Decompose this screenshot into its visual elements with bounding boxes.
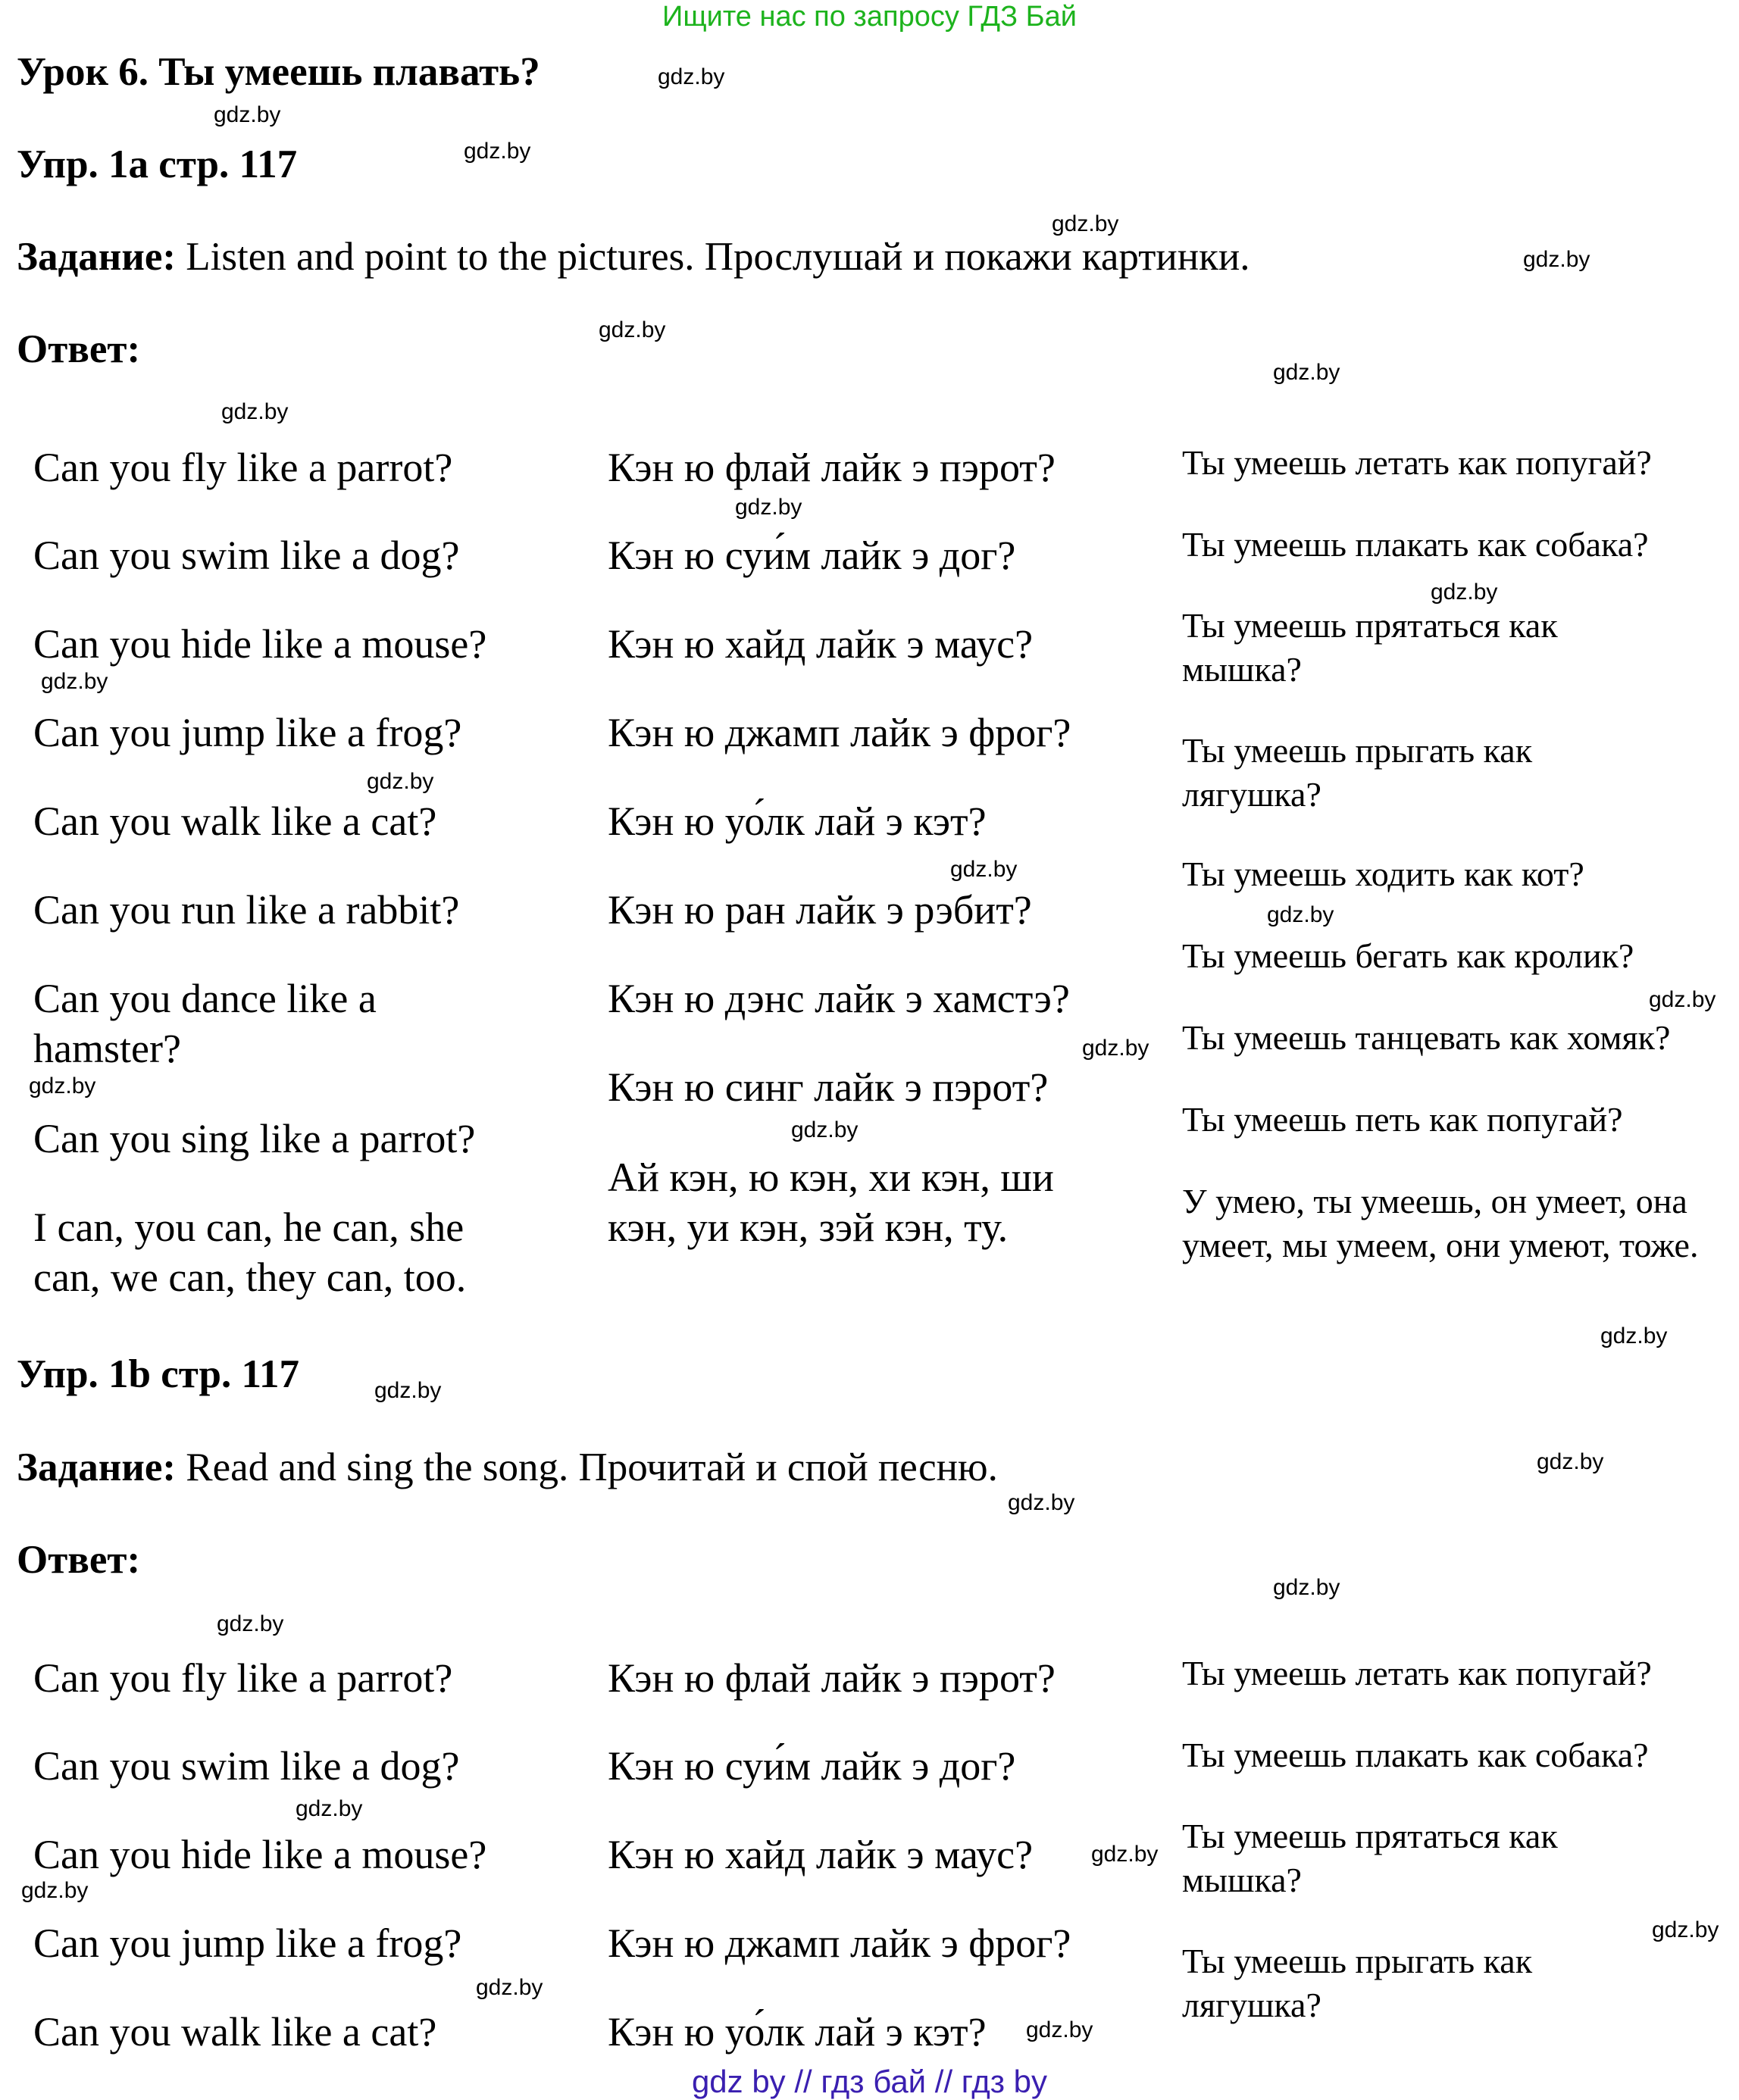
ex2-en-row-4: Can you jump like a frog? — [33, 1920, 462, 1966]
ex1-tr-row-8: Кэн ю синг лайк э пэрот? — [608, 1064, 1049, 1110]
watermark: gdz.by — [214, 102, 281, 127]
ex2-tr-row-3: Кэн ю хайд лайк э маус? — [608, 1832, 1034, 1877]
watermark: gdz.by — [41, 669, 108, 694]
task-text: Read and sing the song. Прочитай и спой песню. — [176, 1445, 998, 1489]
ex1-tr-row-1: Кэн ю флай лайк э пэрот? — [608, 445, 1056, 490]
ex2-en-row-2: Can you swim like a dog? — [33, 1743, 460, 1789]
ex1-ru-row-6: Ты умеешь бегать как кролик? — [1182, 936, 1634, 975]
watermark: gdz.by — [735, 495, 802, 520]
watermark: gdz.by — [296, 1796, 363, 1821]
ex1-tr-row-9: Ай кэн, ю кэн, хи кэн, ши кэн, уи кэн, зэй кэн, ту. — [608, 1155, 1054, 1250]
exercise-1b-answer-label: Ответ: — [17, 1538, 141, 1582]
ex1-ru-row-1: Ты умеешь летать как попугай? — [1182, 443, 1652, 482]
ex1-en-row-1: Can you fly like a parrot? — [33, 445, 453, 490]
ex2-ru-row-4: Ты умеешь прыгать как лягушка? — [1182, 1942, 1533, 2024]
ex1-tr-row-4: Кэн ю джамп лайк э фрог? — [608, 710, 1071, 755]
watermark: gdz.by — [217, 1611, 284, 1636]
exercise-1b-title: Упр. 1b стр. 117 — [17, 1352, 300, 1396]
footer-links: gdz by // гдз бай // гдз by — [691, 2064, 1048, 2099]
ex2-tr-row-5: Кэн ю уо́лк лай э кэт? — [608, 2009, 987, 2055]
watermark: gdz.by — [367, 769, 434, 794]
watermark: gdz.by — [791, 1117, 859, 1142]
ex2-en-row-1: Can you fly like a parrot? — [33, 1655, 453, 1701]
lesson-title: Урок 6. Ты умеешь плавать? — [17, 50, 540, 94]
watermark: gdz.by — [1600, 1323, 1668, 1348]
ex1-ru-row-2: Ты умеешь плакать как собака? — [1182, 525, 1649, 564]
ex2-ru-row-2: Ты умеешь плакать как собака? — [1182, 1736, 1649, 1774]
watermark: gdz.by — [950, 857, 1018, 882]
ex2-tr-row-1: Кэн ю флай лайк э пэрот? — [608, 1655, 1056, 1701]
ex1-en-row-3: Can you hide like a mouse? — [33, 621, 487, 667]
watermark: gdz.by — [476, 1975, 543, 2000]
watermark: gdz.by — [1652, 1917, 1719, 1942]
ex1-tr-row-6: Кэн ю ран лайк э рэбит? — [608, 887, 1032, 933]
ex1-en-row-9: I can, you can, he can, she can, we can, they can, too. — [33, 1205, 467, 1300]
ex1-ru-row-4: Ты умеешь прыгать как лягушка? — [1182, 731, 1533, 814]
ex1-ru-row-3: Ты умеешь прятаться как мышка? — [1182, 606, 1558, 689]
watermark: gdz.by — [658, 64, 725, 89]
exercise-1a-answer-label: Ответ: — [17, 327, 141, 371]
ex1-en-row-6: Can you run like a rabbit? — [33, 887, 460, 933]
ex2-tr-row-2: Кэн ю суи́м лайк э дог? — [608, 1743, 1016, 1789]
ex1-ru-row-7: Ты умеешь танцевать как хомяк? — [1182, 1018, 1671, 1057]
ex1-tr-row-3: Кэн ю хайд лайк э маус? — [608, 621, 1034, 667]
ex1-tr-row-5: Кэн ю уо́лк лай э кэт? — [608, 798, 987, 844]
watermark: gdz.by — [464, 139, 531, 164]
ex2-en-row-5: Can you walk like a cat? — [33, 2009, 437, 2055]
ex1-en-row-2: Can you swim like a dog? — [33, 533, 460, 578]
watermark: gdz.by — [1267, 902, 1334, 927]
ex1-ru-row-9: У умею, ты умеешь, он умеет, она умеет, мы умеем, они умеют, тоже. — [1182, 1182, 1699, 1264]
watermark: gdz.by — [1008, 1490, 1075, 1515]
ex1-en-row-5: Can you walk like a cat? — [33, 798, 437, 844]
ex1-en-row-8: Can you sing like a parrot? — [33, 1116, 476, 1161]
ex2-tr-row-4: Кэн ю джамп лайк э фрог? — [608, 1920, 1071, 1966]
ex1-ru-row-5: Ты умеешь ходить как кот? — [1182, 855, 1584, 893]
watermark: gdz.by — [1537, 1449, 1604, 1474]
watermark: gdz.by — [1273, 1575, 1340, 1600]
watermark: gdz.by — [21, 1878, 89, 1903]
watermark: gdz.by — [1649, 987, 1716, 1012]
exercise-1b-task — [17, 1442, 998, 1492]
ex1-en-row-4: Can you jump like a frog? — [33, 710, 462, 755]
task-label: Задание: — [17, 1445, 177, 1489]
watermark: gdz.by — [1431, 580, 1498, 605]
watermark: gdz.by — [1082, 1036, 1149, 1061]
watermark: gdz.by — [1026, 2017, 1093, 2042]
exercise-1a-title: Упр. 1a стр. 117 — [17, 142, 298, 186]
ex1-ru-row-8: Ты умеешь петь как попугай? — [1182, 1100, 1623, 1139]
task-label: Задание: — [17, 235, 177, 279]
watermark: gdz.by — [374, 1378, 442, 1403]
watermark: gdz.by — [29, 1073, 96, 1098]
watermark: gdz.by — [221, 399, 289, 424]
task-text: Listen and point to the pictures. Прослушай и покажи картинки. — [176, 235, 1250, 279]
ex1-en-row-7: Can you dance like a hamster? — [33, 976, 377, 1071]
ex1-tr-row-2: Кэн ю суи́м лайк э дог? — [608, 533, 1016, 578]
watermark: gdz.by — [1273, 360, 1340, 385]
watermark: gdz.by — [1052, 211, 1119, 236]
ex2-ru-row-1: Ты умеешь летать как попугай? — [1182, 1654, 1652, 1692]
watermark: gdz.by — [599, 317, 666, 342]
ex1-tr-row-7: Кэн ю дэнс лайк э хамстэ? — [608, 976, 1070, 1021]
search-banner: Ищите нас по запросу ГДЗ Бай — [662, 1, 1077, 33]
watermark: gdz.by — [1523, 247, 1590, 272]
ex2-ru-row-3: Ты умеешь прятаться как мышка? — [1182, 1817, 1558, 1899]
watermark: gdz.by — [1091, 1842, 1159, 1867]
ex2-en-row-3: Can you hide like a mouse? — [33, 1832, 487, 1877]
exercise-1a-task — [17, 232, 1250, 282]
